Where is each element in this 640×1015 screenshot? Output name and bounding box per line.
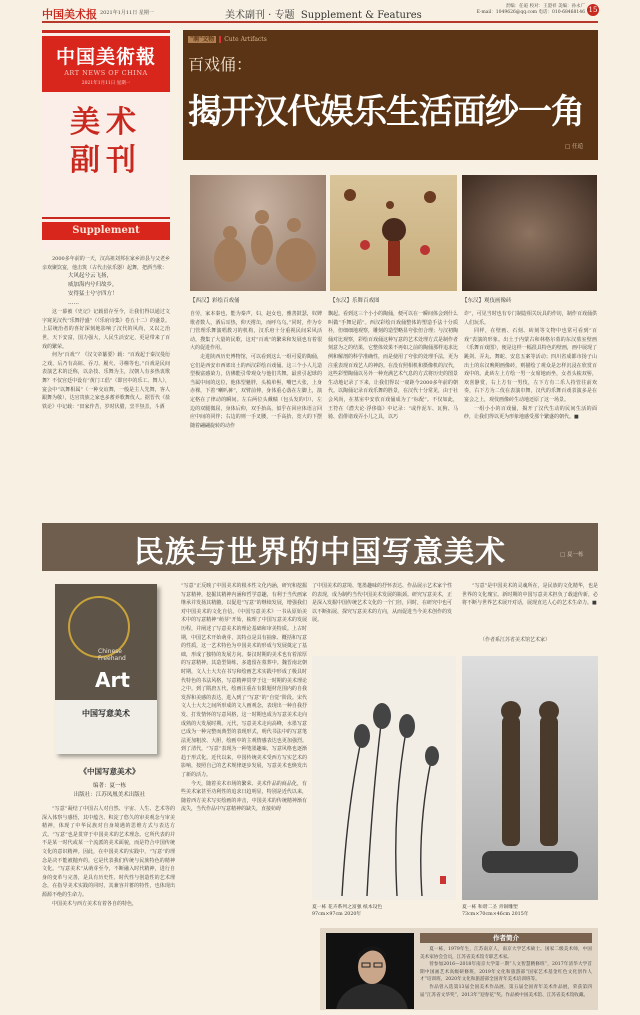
masthead-logo-en: ART NEWS OF CHINA xyxy=(64,69,148,77)
figurines-illustration xyxy=(190,175,326,291)
paragraph: 飘起。看到这三个小小的陶俑，便可以在一瞬间体会到什么叫做“手舞足蹈”。西汉彩绘百戏俑整体的塑造手法十分质朴，但细细地观察，雕刻的造型略显夸张但合理；与汉初陶俑对比观察，彩绘百戏俑这种写意的艺术处理方式是制作者刻意为之的结果，它整体效果不再如之前的陶俑那样追求比例和解剖的科学准确性，而是使用了夸张的处理手法，更为注重表现百戏艺人的神韵。在没有照相机和摄像机的汉代，这些彩塑陶俑以另外一种充满艺术气息的方式将历史的图景生动地记录了下来，让我们得以一窥距今2000多年前的朝代。以陶俑记录百戏乐舞的胜景，在汉代十分常见，由于社会风尚，在墓室中安放百戏俑成为了“标配”。不仅如此，王符在《潜夫论·浮侈篇》中记录：“或作泥车、瓦狗、马骑、倡俳诸戏弄小儿之具，以巧 xyxy=(328,311,458,421)
cover-en-line: Freehand xyxy=(98,655,126,662)
book-title: 《中国写意美术》 xyxy=(79,767,140,776)
feature-author: □ 任逅 xyxy=(565,144,583,150)
masthead-rule xyxy=(42,30,170,33)
feature-title: 揭开汉代娱乐生活面纱一角 xyxy=(188,92,584,132)
section-en: Supplement & Features xyxy=(300,10,422,21)
paragraph: 同样，在壁画、石刻、砖刻等文物中也常可看到“百戏”表演的形象。出土于内蒙古和林格尔墓的东汉墓室壁画《乐舞百戏图》，便是这样一幅很具特色的壁画，画中展现了跳剑、弄丸、舞蛇、安息五案等活动；四川省成都市扬子山出土的东汉晚期画像砖，则描绘了观众是怎样沉浸在欣赏百戏中的。此砖左上方绘一男一女席地而坐，女者头梳双髻，欢喜静赏，右上方有一男伎，左下方有二乐人持管往前欢奏，右下方为二伎在表演巾舞，汉代的乐舞百戏表演多是在宴会之上，观伎画像砖生动地还原了这一场景。 xyxy=(464,328,597,403)
feature2-title: 民族与世界的中国写意美术 xyxy=(134,535,506,570)
book-cover-title: 中国写意美术 xyxy=(82,709,130,718)
editors: 责编：任逅 校对：王澄祥 美编：孙永广 xyxy=(505,4,585,9)
paragraph: 这一幕被《史记》记载留存至今，让我们得以通过文字窥见汉代“乐舞抒盛”（《乐府诗集》卷五十二）的盛景。上层统治者的喜好深刻地影响了汉代的风尚，又以之治世，天下安富，国力强大，人民生活安定，更是带来了百戏的繁荣。 xyxy=(42,309,170,350)
feature-subtitle: 百戏俑： xyxy=(188,55,253,74)
feature2-column-r1 xyxy=(312,582,452,642)
painting-image xyxy=(312,656,456,900)
caption-brick: 【东汉】观伎画像砖 xyxy=(462,298,512,304)
supplement-title: 美术副刊 xyxy=(70,105,142,178)
photo-mural xyxy=(330,175,457,291)
feature2-column-mid xyxy=(181,582,307,1010)
sculpture-caption xyxy=(462,904,529,918)
poem-line: 安得猛士兮守四方！ xyxy=(68,291,118,298)
author-note: （作者系江苏省美术馆艺术家） xyxy=(480,637,551,643)
bio-paragraph: 曾参加2016—2018年南京大学第一期“人文智慧精修班”，2017年清华大学首期中国画艺术高级研修班，2019年文化和旅游部“国家艺术基金红色文化创作人才”培训班，2020年文化和旅游部全国青年美术培训班等。 xyxy=(420,962,592,983)
section-title xyxy=(225,6,422,21)
paragraph: 今天，随着美术市场的繁荣、美术作品的商品化，有些美术家甚至功利性的追求日趋明显，特别是近代以来，随着西方美术写实绘画的冲击，中国美术的传统精神渐有流失，当代作品中写意精神的缺失，直接妨碍 xyxy=(181,780,307,813)
masthead-logo xyxy=(42,36,170,92)
mural-illustration xyxy=(330,175,457,291)
sculpture-image xyxy=(462,656,598,900)
painting-illustration xyxy=(312,656,456,900)
paragraph: 了中国美术的意境、笔墨趣味的抒怀表达、作品展示艺术家个性的表现，成为制约当代中国美术发展的瓶颈。研究写意美术，正是深入发掘中国传统艺术文化的一个门径，同时，在研究中也可以不断拓展、探究写意美术的方向，从而促进当今美术创作的发展。 xyxy=(312,583,452,624)
tag-en: Cute Artifacts xyxy=(219,36,267,43)
header-rule xyxy=(42,21,598,23)
paragraph: “写意”凝结了中国古人对自然、宇宙、人生、艺术等的深入体察与感悟，其中蕴含、积淀了悠久的审美观念与审美精神，体现了中华民族对自身境遇的思维方式与表达方式。“写意”也是贯穿于中国美术的艺术理念。它所代表的并不是某一时代或某一个流派的美术面貌，而是符合中国传统文化的意识精神。因此，在中国美术的实践中，“写意”的理念是决不能被抛弃的，它是代表我们传统与民族特色的精神文化。“写意美术”从萌芽至今，不断融入时代精神，进行自身的变革与完善，是具有历史性、时代性与创造性的艺术理念，在指导美术实践的同时，其兼容并蓄的特性，也体现出源源不绝的生命力。 xyxy=(42,806,175,898)
caption-mural: 【东汉】乐舞百戏图 xyxy=(330,298,380,304)
caption-figurines: 【西汉】彩绘百戏俑 xyxy=(190,298,240,304)
author-portrait xyxy=(326,933,414,1009)
bio-paragraph: 夏一栋，1979年生，江苏南京人，南京大学艺术硕士。国家二级美术师，中国美术家协会会员，江苏省美术馆专职艺术家。 xyxy=(420,947,592,960)
author-photo xyxy=(326,933,414,1009)
masthead-logo-cn: 中国美術報 xyxy=(55,46,156,68)
work-title: 夏一栋 花卉系列之富强 纸本设色 xyxy=(312,905,383,910)
paragraph: 自劳，家本秦也，能为秦声，妇，赵女也，雅善鼓瑟，奴婢歌者数人，酒后耳热，仰天拊缶，而呼乌乌。”同时，作为专门管理乐舞演唱教习的机构，汉乐府十分重视民间采风活动，搜集了大量的民歌，这对“百戏”的繁荣和发展也有着很大的促进作用。 xyxy=(190,311,322,352)
photo-brick-relief xyxy=(462,175,597,291)
paragraph: “写意”是中国美术的灵魂所在，是民族的文化精华，也是世界的文化瑰宝。新时期的中国写意美术担负了载道传新，必将不断与世界艺术展开对话，展现直达人心的艺术生命力。■ xyxy=(462,583,598,607)
tag-cn: "萌"文物 xyxy=(190,36,215,43)
issue-date: 2021年1月11日 星期一 xyxy=(100,10,154,16)
page-number: 15 xyxy=(588,6,598,14)
poem-line: 大风起兮云飞扬， xyxy=(68,273,113,280)
book-publisher: 出版社：江苏凤凰美术出版社 xyxy=(73,792,146,798)
masthead-date: 2021年1月11日 星期一 xyxy=(81,81,131,86)
paragraph: “写意”正反映了中国美术的根本性文化内涵，研究和挖掘写意精神，挖掘其精神内涵和哲学意趣，有利于当代画家继承并发扬其精髓，以促进“写意”的继续发展，增强我们对中国美术的文化自信。《中国写意美术》一书从原始美术中的写意精神“萌芽”开始，梳理了中国写意美术的发展历程，并阐述了写意美术的理论基础和审美特质。上古时期，中国艺术开始萌芽，其特点是具有抽象、概括和写意的性质，这一艺术特色为中国美术的形成与发展奠定了基础，形成了独特的发展方向。秦汉时期的美术也有着浓厚的写意精神，其造型简练，多遗留在墓葬中。魏晋南北朝时期，文人士大夫在书写和绘画艺术实践中形成了极具时代特色的书法风格，写意精神贯穿于这一时期的美术理论之中。到了隋唐五代，绘画注重在有限题材范围内的自我发挥和美感的表达，进入到了“写意”的“自觉”阶段。宋代文人士大夫之间所形成的文人画观念，表现出一种自我抒发、打发情怀的写意风格，这一时期也成为写意美术走向成熟的大发展时期。元代，写意美术走向高峰，水墨写意已成为一种完整而典型的表现形式，明代书法中的写意笔法更加粗放、大胆，绘画中的主观情感表达也更加强烈。到了清代，“写意”表现为一种笔墨趣味，写意风格也逐渐趋于形式化。近代以来，中国传统美术受西方写实艺术的影响，按照自己的艺术规律逐步发展，写意美术也焕发出了新的活力。 xyxy=(181,583,307,779)
article-column-0 xyxy=(42,255,170,503)
photo-figurines xyxy=(190,175,326,291)
work-size: 73cm×70cm×46cm 2015年 xyxy=(462,912,529,917)
column-tag xyxy=(188,34,267,43)
work-size: 97cm×97cm 2020年 xyxy=(312,912,362,917)
masthead-rule-2 xyxy=(42,217,170,219)
poem xyxy=(42,272,170,308)
section-cn: 美术副刊 · 专题 xyxy=(225,10,295,21)
feature2-column-r2 xyxy=(462,582,598,627)
book-cover-art: Art xyxy=(95,668,130,692)
supplement-label: Supplement xyxy=(42,222,170,240)
paragraph: 何为“百戏”？《汉文帝纂要》载：“百戏起于秦汉曼衍之戏，后乃有高絙、吞刀、履火、寻橦等也。”百戏是民间表演艺术的泛称，以杂技、乐舞为主，汉朝人有多热衷歌舞？不仅宫廷中设有“黄门工倡”（即宫中的乐工、舞人），宴会中“以舞相属”（一种交谊舞，一般是主人先舞，客人跟舞为敬），达官贵族之家也多蓄养歌舞伎人。据晋代《盐铁论》中记载：“田家作苦，岁时伏腊，烹羊炰羔，斗酒 xyxy=(42,352,170,410)
editor-info xyxy=(455,4,585,16)
article-column-1 xyxy=(190,310,322,503)
book-cover-en xyxy=(98,648,126,662)
article-column-3 xyxy=(464,310,597,503)
paragraph: 中国美术与西方美术有着各自的特色， xyxy=(52,900,138,907)
newspaper-logo: 中国美术报 xyxy=(42,8,97,21)
feature2-author: □ 夏一栋 xyxy=(560,552,584,558)
sculpture-illustration xyxy=(462,656,598,900)
book-editor: 编著：夏一栋 xyxy=(92,783,126,789)
paragraph: 走进陕西历史博物馆，可以看到这么一组可爱的陶俑，它们是西安市西郊出土的西汉彩绘百戏俑。这三个小人儿造型极富感染力，仿佛能引带观众与他们共舞。最喜引起球的当属中间的这位，他体型魁胖，头梳单髻，嘴巴大张，上身赤裸，下着“喇叭裤”，双臂前伸，身体重心落在左脚上，演定格在了律动的瞬间。左右两位头戴帻（包头发的巾），左边的双腿微屈，身体后仰，双手抬高，似乎在回应体语言回应中间的同伴；右边的则一手叉腰，一手高抬，宽大的下摆随着翩翩旋转的动作 xyxy=(190,353,322,429)
poem-line: …… xyxy=(68,300,79,307)
bio-paragraph: 作品曾入选第13届全国美术作品展、第五届全国青年美术作品展，荣获第四届“江苏省文华奖”，2013年“迎春花”奖。作品被中国美术馆、江苏省美术馆收藏。 xyxy=(420,984,592,998)
painting-caption xyxy=(312,904,382,918)
paragraph: 诈”，可见当时也有专门制造相关玩具的作坊，制作百戏俑供人们玩乐。 xyxy=(464,311,597,326)
poem-line: 威加海内兮归故乡， xyxy=(68,282,118,289)
cover-en-line: Chinese xyxy=(98,648,122,655)
paragraph: 一组小小的百戏俑，揭开了汉代生动的民间生活的面纱，让我们得以更为形象地感受那个繁盛的朝代。■ xyxy=(464,405,597,421)
intro-paragraph: 2000多年前的一天，汉高祖刘邦在家乡沛县与父老乡亲欢聚饮宴，他击筑（古代击弦乐器）起舞，把酒当歌： xyxy=(42,256,170,271)
article-column-2 xyxy=(328,310,458,503)
bio-heading: 作者简介 xyxy=(420,933,592,943)
work-title: 夏一栋 和谐二圣 青铜雕塑 xyxy=(462,905,518,910)
bio-text xyxy=(420,946,592,1008)
contact: E-mail：1049626@qq.com 电话：010-68468146 xyxy=(476,10,585,15)
feature2-column-left xyxy=(42,805,175,1010)
